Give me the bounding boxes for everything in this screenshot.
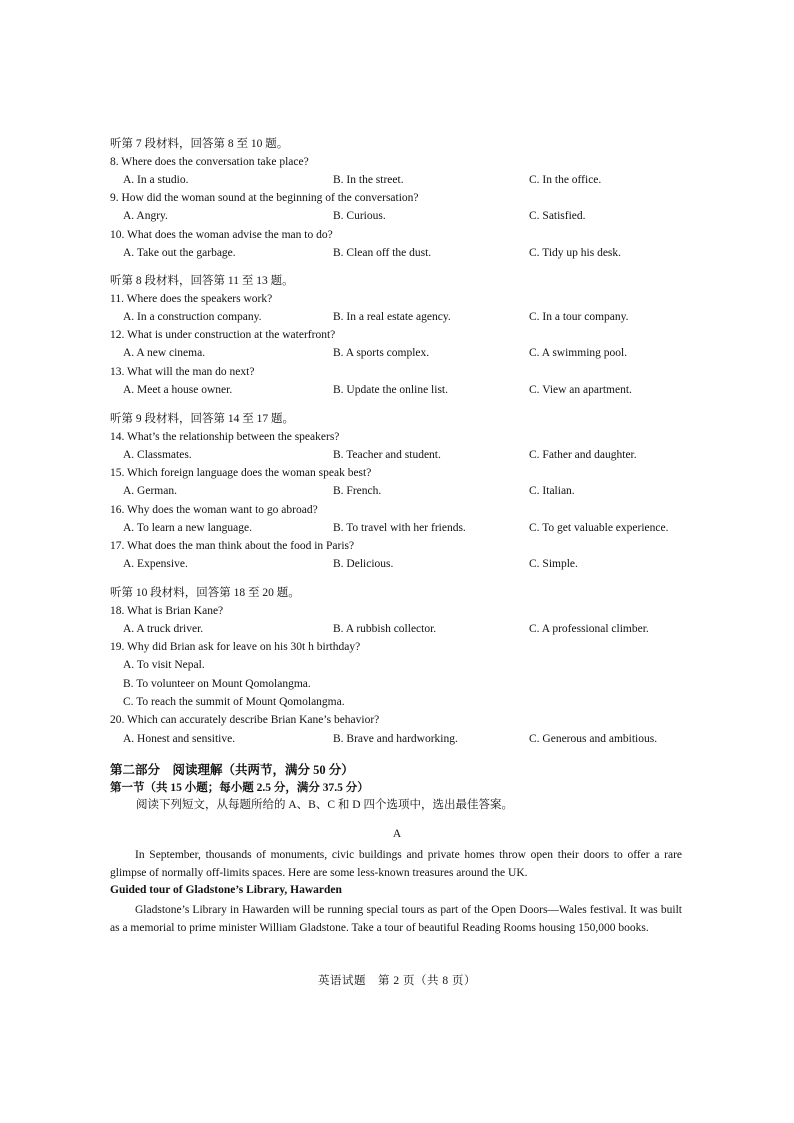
q20-option-a: A. Honest and sensitive.: [123, 733, 236, 745]
passage-letter: A: [392, 828, 402, 840]
section-10-header: 听第 10 段材料，回答第 18 至 20 题。: [110, 587, 300, 599]
q8-option-a: A. In a studio.: [123, 174, 189, 186]
question-19: 19. Why did Brian ask for leave on his 30t h birthday?: [110, 641, 361, 653]
q19-option-b: B. To volunteer on Mount Qomolangma.: [123, 678, 311, 690]
q17-option-a: A. Expensive.: [123, 558, 188, 570]
passage-body: Gladstone’s Library in Hawarden will be running special tours as part of the Open Doors—Wales festival. It was built as a memorial to prime minister William Gladstone. Take a tour of beautiful Reading Rooms housing 150,000 books.: [110, 904, 682, 935]
q11-option-c: C. In a tour company.: [529, 311, 629, 323]
q17-option-c: C. Simple.: [529, 558, 578, 570]
question-17: 17. What does the man think about the food in Paris?: [110, 540, 355, 552]
q19-option-c: C. To reach the summit of Mount Qomolangma.: [123, 696, 345, 708]
question-14: 14. What’s the relationship between the speakers?: [110, 431, 340, 443]
q8-option-c: C. In the office.: [529, 174, 602, 186]
q9-option-b: B. Curious.: [333, 210, 386, 222]
q14-option-c: C. Father and daughter.: [529, 449, 637, 461]
question-9: 9. How did the woman sound at the beginning of the conversation?: [110, 192, 419, 204]
q20-option-c: C. Generous and ambitious.: [529, 733, 658, 745]
reading-instruction: 阅读下列短文，从每题所给的 A、B、C 和 D 四个选项中，选出最佳答案。: [136, 799, 513, 811]
q16-option-b: B. To travel with her friends.: [333, 522, 466, 534]
passage-intro: In September, thousands of monuments, civic buildings and private homes throw open their doors to offer a rare glimpse of normally off-limits spaces. Here are some less-known treasures around the UK.: [110, 849, 682, 880]
question-18: 18. What is Brian Kane?: [110, 605, 224, 617]
q15-option-b: B. French.: [333, 485, 382, 497]
passage-subheading: Guided tour of Gladstone’s Library, Hawarden: [110, 884, 342, 896]
q14-option-a: A. Classmates.: [123, 449, 192, 461]
q18-option-b: B. A rubbish collector.: [333, 623, 437, 635]
question-10: 10. What does the woman advise the man to do?: [110, 229, 333, 241]
q13-option-b: B. Update the online list.: [333, 384, 448, 396]
q9-option-a: A. Angry.: [123, 210, 168, 222]
q16-option-a: A. To learn a new language.: [123, 522, 252, 534]
q8-option-b: B. In the street.: [333, 174, 404, 186]
section-1-title: 第一节（共 15 小题；每小题 2.5 分，满分 37.5 分）: [110, 782, 369, 794]
q12-option-a: A. A new cinema.: [123, 347, 206, 359]
q17-option-b: B. Delicious.: [333, 558, 394, 570]
q10-option-b: B. Clean off the dust.: [333, 247, 432, 259]
question-12: 12. What is under construction at the waterfront?: [110, 329, 336, 341]
q13-option-a: A. Meet a house owner.: [123, 384, 233, 396]
q13-option-c: C. View an apartment.: [529, 384, 632, 396]
q18-option-c: C. A professional climber.: [529, 623, 649, 635]
question-13: 13. What will the man do next?: [110, 366, 255, 378]
q14-option-b: B. Teacher and student.: [333, 449, 441, 461]
question-8: 8. Where does the conversation take place?: [110, 156, 309, 168]
q9-option-c: C. Satisfied.: [529, 210, 586, 222]
q12-option-c: C. A swimming pool.: [529, 347, 628, 359]
question-16: 16. Why does the woman want to go abroad?: [110, 504, 318, 516]
section-7-header: 听第 7 段材料，回答第 8 至 10 题。: [110, 138, 289, 150]
part-2-title: 第二部分 阅读理解（共两节，满分 50 分）: [110, 763, 354, 777]
question-20: 20. Which can accurately describe Brian Kane’s behavior?: [110, 714, 380, 726]
q11-option-a: A. In a construction company.: [123, 311, 262, 323]
q20-option-b: B. Brave and hardworking.: [333, 733, 458, 745]
section-9-header: 听第 9 段材料，回答第 14 至 17 题。: [110, 413, 294, 425]
q15-option-a: A. German.: [123, 485, 177, 497]
q18-option-a: A. A truck driver.: [123, 623, 204, 635]
q10-option-a: A. Take out the garbage.: [123, 247, 236, 259]
q12-option-b: B. A sports complex.: [333, 347, 430, 359]
question-11: 11. Where does the speakers work?: [110, 293, 273, 305]
q10-option-c: C. Tidy up his desk.: [529, 247, 622, 259]
q19-option-a: A. To visit Nepal.: [123, 659, 205, 671]
q15-option-c: C. Italian.: [529, 485, 575, 497]
question-15: 15. Which foreign language does the woman speak best?: [110, 467, 372, 479]
q11-option-b: B. In a real estate agency.: [333, 311, 451, 323]
q16-option-c: C. To get valuable experience.: [529, 522, 669, 534]
section-8-header: 听第 8 段材料，回答第 11 至 13 题。: [110, 275, 294, 287]
page-footer: 英语试题 第 2 页（共 8 页）: [318, 975, 476, 987]
